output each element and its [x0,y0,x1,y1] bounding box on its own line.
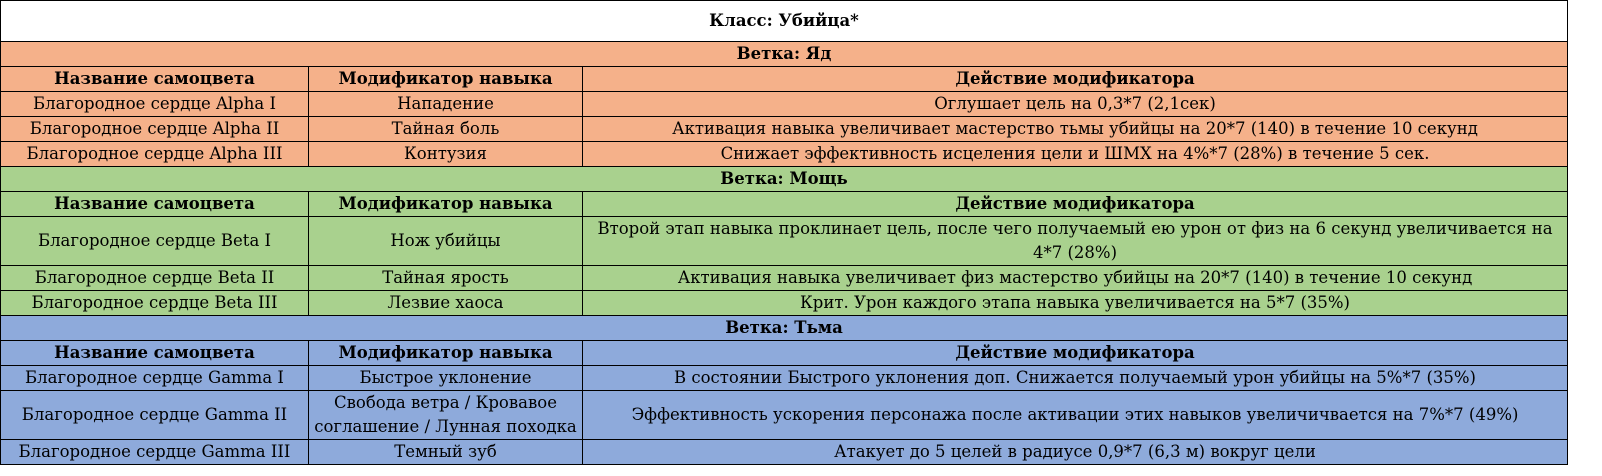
table-row [1,142,1568,167]
effect-cell: Эффективность ускорения персонажа после активации этих навыков увеличичвается на 7%*7 (49%) [583,391,1568,440]
gem-name-cell: Благородное сердце Gamma II [1,391,309,440]
gem-name-cell: Благородное сердце Beta I [1,217,309,266]
modifier-cell: Нож убийцы [309,217,583,266]
column-header-effect: Действие модификатора [583,67,1568,92]
table-row [1,291,1568,316]
gem-name-cell: Благородное сердце Gamma III [1,440,309,465]
table-row [1,217,1568,266]
effect-cell: Снижает эффективность исцеления цели и ШМХ на 4%*7 (28%) в течение 5 сек. [583,142,1568,167]
table-row [1,366,1568,391]
modifier-cell: Контузия [309,142,583,167]
gem-name-cell: Благородное сердце Beta III [1,291,309,316]
modifier-cell: Быстрое уклонение [309,366,583,391]
column-header-gem: Название самоцвета [1,341,309,366]
column-header-effect: Действие модификатора [583,192,1568,217]
effect-cell: Активация навыка увеличивает мастерство тьмы убийцы на 20*7 (140) в течение 10 секунд [583,117,1568,142]
column-header-gem: Название самоцвета [1,192,309,217]
effect-cell: Второй этап навыка проклинает цель, после чего получаемый ею урон от физ на 6 секунд увеличивается на 4*7 (28%) [583,217,1568,266]
column-header-modifier: Модификатор навыка [309,192,583,217]
column-header-effect: Действие модификатора [583,341,1568,366]
gem-name-cell: Благородное сердце Alpha III [1,142,309,167]
column-header-modifier: Модификатор навыка [309,341,583,366]
column-header-row [1,192,1568,217]
table-row [1,117,1568,142]
column-header-row [1,67,1568,92]
modifier-cell: Свобода ветра / Кровавое соглашение / Лунная походка [309,391,583,440]
effect-cell: В состоянии Быстрого уклонения доп. Снижается получаемый урон убийцы на 5%*7 (35%) [583,366,1568,391]
branch-title-dark: Ветка: Тьма [1,316,1568,341]
effect-cell: Оглушает цель на 0,3*7 (2,1сек) [583,92,1568,117]
branch-title-might: Ветка: Мощь [1,167,1568,192]
branch-title-poison: Ветка: Яд [1,42,1568,67]
modifier-cell: Лезвие хаоса [309,291,583,316]
modifier-cell: Тайная боль [309,117,583,142]
column-header-gem: Название самоцвета [1,67,309,92]
page-title: Класс: Убийца* [1,1,1568,42]
modifier-cell: Нападение [309,92,583,117]
gem-name-cell: Благородное сердце Gamma I [1,366,309,391]
effect-cell: Крит. Урон каждого этапа навыка увеличивается на 5*7 (35%) [583,291,1568,316]
table-row [1,266,1568,291]
modifier-cell: Темный зуб [309,440,583,465]
effect-cell: Активация навыка увеличивает физ мастерство убийцы на 20*7 (140) в течение 10 секунд [583,266,1568,291]
effect-cell: Атакует до 5 целей в радиусе 0,9*7 (6,3 м) вокруг цели [583,440,1568,465]
column-header-modifier: Модификатор навыка [309,67,583,92]
column-header-row [1,341,1568,366]
gem-name-cell: Благородное сердце Beta II [1,266,309,291]
table-row [1,440,1568,465]
gem-name-cell: Благородное сердце Alpha I [1,92,309,117]
modifier-cell: Тайная ярость [309,266,583,291]
gem-name-cell: Благородное сердце Alpha II [1,117,309,142]
table-row [1,92,1568,117]
table-row [1,391,1568,440]
